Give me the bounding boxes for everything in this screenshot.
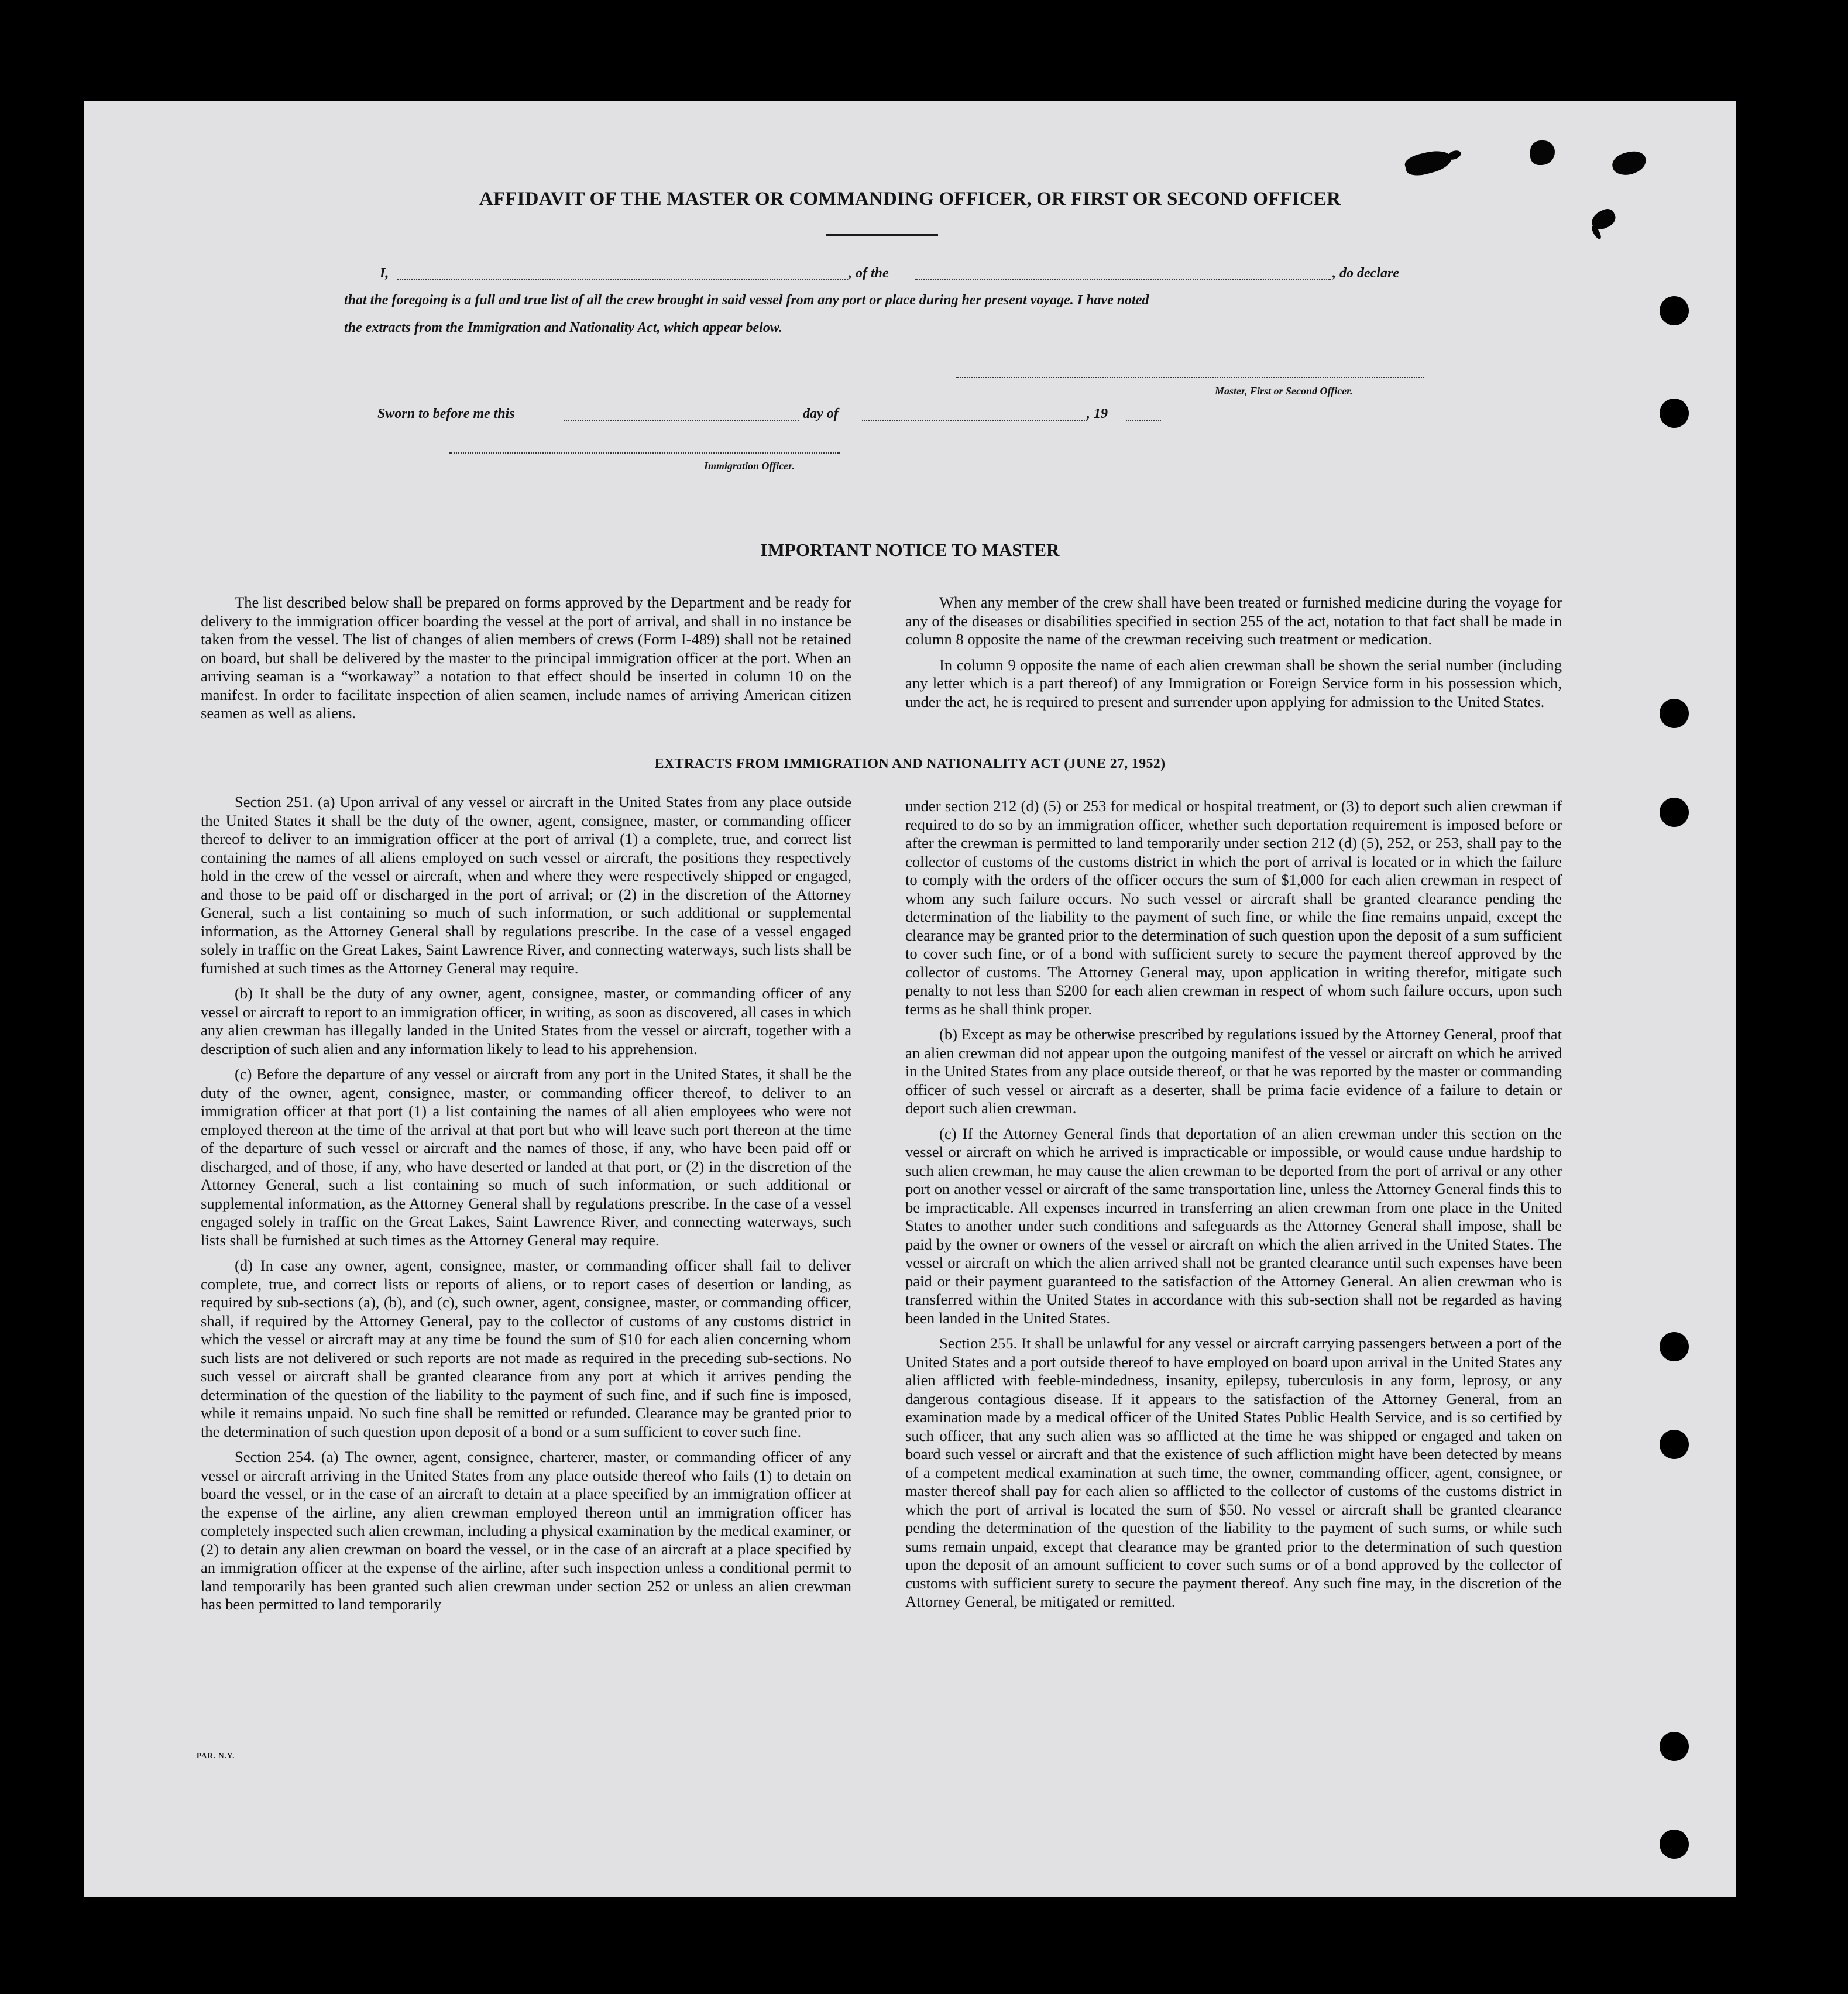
- ink-blot: [1610, 149, 1648, 177]
- notice-paragraph: When any member of the crew shall have been treated or furnished medicine during the voyage for any of the diseases or disabilities specified in section 255 of the act, notation to that fact shall be made in column 8 opposite the name of the crewman receiving such treatment or medication.: [905, 593, 1562, 648]
- extract-paragraph: (b) Except as may be otherwise prescribed by regulations issued by the Attorney General, proof that an alien crewman did not appear upon the outgoing manifest of the vessel or aircraft on which he arrived in the United States from any place outside thereof, or that he was reported by the master or commanding officer of such vessel or aircraft as a deserter, shall be prima facie evidence of a failure to detain or deport such alien crewman.: [905, 1025, 1562, 1117]
- declaration-line: that the foregoing is a full and true list of all the crew brought in said vessel from any port or place during her present voyage. I have noted: [344, 293, 1149, 308]
- binder-hole: [1660, 399, 1689, 428]
- affidavit-title: AFFIDAVIT OF THE MASTER OR COMMANDING OFFICER, OR FIRST OR SECOND OFFICER: [479, 188, 1341, 210]
- binder-hole: [1660, 1332, 1689, 1361]
- extract-paragraph: Section 255. It shall be unlawful for any vessel or aircraft carrying passengers between a port of the United States and a port outside thereof to have employed on board upon arrival in the United States any alien afflicted with feeble-mindedness, insanity, epilepsy, tuberculosis in any form, leprosy, or any dangerous contagious disease. If it appears to the satisfaction of the Attorney General, from an examination made by a medical officer of the United States Public Health Service, and is so certified by such officer, that any such alien was so afflicted at the time he was shipped or engaged and taken on board such vessel or aircraft and that the existence of such affliction might have been detected by means of a competent medical examination at such time, the owner, commanding officer, agent, consignee, or master thereof shall pay for each alien so afflicted to the collector of customs of the customs district in which the port of arrival is located the sum of $50. No vessel or aircraft shall be granted clearance pending the determination of the question of the liability to the payment of such sums, or while such sums remain unpaid, except that clearance may be granted prior to the determination of such question upon the deposit of an amount sufficient to cover such sums or of a bond approved by the collector of customs with sufficient surety to secure the payment thereof. Any such fine may, in the discretion of the Attorney General, be mitigated or remitted.: [905, 1334, 1562, 1610]
- title-rule: [826, 234, 938, 236]
- sworn-day-field[interactable]: [564, 420, 799, 421]
- affidavit-page: [84, 101, 1736, 1897]
- binder-hole: [1660, 798, 1689, 827]
- binder-hole: [1660, 1430, 1689, 1459]
- extract-paragraph: Section 251. (a) Upon arrival of any vessel or aircraft in the United States from any place outside the United States it shall be the duty of the owner, agent, consignee, master, or commanding officer thereof to deliver to an immigration officer at the port of arrival (1) a complete, true, and correct list containing the names of all aliens employed on such vessel or aircraft, the positions they respectively hold in the crew of the vessel or aircraft, when and where they were respectively shipped or engaged, and those to be paid off or discharged in the port of arrival; or (2) in the discretion of the Attorney General, such a list containing so much of such information, or such additional or supplemental information, as the Attorney General shall by regulations prescribe. In the case of a vessel engaged solely in traffic on the Great Lakes, Saint Lawrence River, and connecting waterways, such lists shall be furnished at such times as the Attorney General may require.: [201, 793, 851, 977]
- ink-blot: [1403, 147, 1454, 179]
- extract-paragraph: (c) Before the departure of any vessel or aircraft from any port in the United States, it shall be the duty of the owner, agent, consignee, master, or commanding officer thereof, to deliver to an immigration officer at that port (1) a list containing the names of all alien employees who were not employed thereon at the time of the arrival at that port but who will leave such port thereon at the time of the departure of such vessel or aircraft and the names of those, if any, who have been paid off or discharged, and of those, if any, who have deserted or landed at that port, or (2) in the discretion of the Attorney General, such a list containing so much of such information, or such additional or supplemental information, as the Attorney General shall by regulations prescribe. In the case of a vessel engaged solely in traffic on the Great Lakes, Saint Lawrence River, and connecting waterways, such lists shall be furnished at such times as the Attorney General may require.: [201, 1065, 851, 1249]
- binder-hole: [1660, 296, 1689, 325]
- extract-paragraph: under section 212 (d) (5) or 253 for medical or hospital treatment, or (3) to deport such alien crewman if required to do so by an immigration officer, whether such deportation requirement is imposed before or after the crewman is permitted to land temporarily under section 212 (d) (5), 252, or 253, shall pay to the collector of customs of the customs district in which the port of arrival is located or in which the failure to comply with the orders of the officer occurs the sum of $1,000 for each alien crewman in respect of whom any such failure occurs. No such vessel or aircraft shall be granted clearance pending the determination of the liability to the payment of such fine, or while the fine remains unpaid, except the clearance may be granted prior to the determination of such question upon the deposit of a sum sufficient to cover such fine, or of a bond with sufficient surety to secure the payment thereof approved by the collector of customs. The Attorney General may, upon application in writing therefor, mitigate such penalty to not less than $200 for each alien crewman in respect of whom such failure occurs, upon such terms as he shall think proper.: [905, 797, 1562, 1018]
- binder-hole: [1660, 1830, 1689, 1859]
- notice-left-column: [201, 593, 851, 723]
- vessel-name-field[interactable]: [915, 279, 1331, 280]
- declarant-name-field[interactable]: [397, 279, 848, 280]
- printer-mark: PAR. N.Y.: [197, 1751, 235, 1760]
- extracts-left-column: [201, 793, 851, 1614]
- officer-signature-line[interactable]: [449, 452, 840, 454]
- sworn-month-field[interactable]: [862, 420, 1087, 421]
- extracts-right-column: [905, 797, 1562, 1611]
- notice-right-column: [905, 593, 1562, 711]
- sworn-label: Sworn to before me this: [377, 406, 515, 421]
- binder-hole: [1660, 1732, 1689, 1761]
- declaration-line: the extracts from the Immigration and Nationality Act, which appear below.: [344, 320, 782, 335]
- ink-blot: [1530, 140, 1555, 165]
- do-declare-label: , do declare: [1332, 266, 1399, 281]
- extract-paragraph: (b) It shall be the duty of any owner, agent, consignee, master, or commanding officer of any vessel or aircraft to report to an immigration officer, in writing, as soon as discovered, all cases in which any alien crewman has illegally landed in the United States from the vessel or aircraft, together with a description of such alien and any information likely to lead to his apprehension.: [201, 984, 851, 1058]
- notice-paragraph: In column 9 opposite the name of each alien crewman shall be shown the serial number (including any letter which is a part thereof) of any Immigration or Foreign Service form in his possession which, under the act, he is required to present and surrender upon applying for admission to the United States.: [905, 655, 1562, 711]
- extract-paragraph: Section 254. (a) The owner, agent, consignee, charterer, master, or commanding officer of any vessel or aircraft arriving in the United States from any place outside thereof who fails (1) to detain on board the vessel, or in the case of an aircraft to detain at a place specified by an immigration officer at the expense of the airline, any alien crewman employed thereon until an immigration officer has completely inspected such alien crewman, including a physical examination by the medical examiner, or (2) to detain any alien crewman on board the vessel, or in the case of an aircraft at a place specified by an immigration officer at the expense of the airline, after such inspection unless a conditional permit to land temporarily has been granted such alien crewman under section 252 or unless an alien crewman has been permitted to land temporarily: [201, 1448, 851, 1613]
- officer-signature-caption: Immigration Officer.: [704, 460, 795, 472]
- extract-paragraph: (d) In case any owner, agent, consignee, master, or commanding officer shall fail to deliver complete, true, and correct lists or reports of aliens, or to report cases of desertion or landing, as required by sub-sections (a), (b), and (c), such owner, agent, consignee, master, or commanding officer, shall, if required by the Attorney General, pay to the collector of customs of any customs district in which the vessel or aircraft may at any time be found the sum of $10 for each alien concerning whom such lists are not delivered or such reports are not made as required in the preceding sub-sections. No such vessel or aircraft shall be granted clearance from any port at which it arrives pending the determination of the question of the liability to the payment of such fine, and if such fine is imposed, while it remains unpaid. No such fine shall be remitted or refunded. Clearance may be granted prior to the determination of such question upon deposit of a bond or a sum sufficient to cover such fine.: [201, 1257, 851, 1440]
- sworn-year-field[interactable]: [1126, 420, 1161, 421]
- extract-paragraph: (c) If the Attorney General finds that deportation of an alien crewman under this section on the vessel or aircraft on which he arrived is impracticable or impossible, or would cause undue hardship to such alien crewman, he may cause the alien crewman to be deported from the port of arrival or any other port on another vessel or aircraft of the same transportation line, unless the Attorney General finds this to be impracticable. All expenses incurred in transferring an alien crewman from one place in the United States to another under such conditions and safeguards as the Attorney General shall impose, shall be paid by the owner or owners of the vessel or aircraft on which the alien arrived in the United States. The vessel or aircraft on which the alien arrived shall not be granted clearance until such expenses have been paid or their payment guaranteed to the satisfaction of the Attorney General. An alien crewman who is transferred within the United States in accordance with this sub-section shall not be regarded as having been landed in the United States.: [905, 1124, 1562, 1327]
- notice-title: IMPORTANT NOTICE TO MASTER: [760, 540, 1060, 560]
- notice-paragraph: The list described below shall be prepared on forms approved by the Department and be ready for delivery to the immigration officer boarding the vessel at the port of arrival, and shall in no instance be taken from the vessel. The list of changes of alien members of crews (Form I-489) shall not be retained on board, but shall be delivered by the master to the principal immigration officer at the port. When an arriving seaman is a “workaway” a notation to that effect should be inserted in column 10 on the manifest. In order to facilitate inspection of alien seamen, include names of arriving American citizen seamen as well as aliens.: [201, 593, 851, 722]
- master-signature-caption: Master, First or Second Officer.: [1215, 385, 1353, 397]
- binder-hole: [1660, 699, 1689, 728]
- of-the-label: , of the: [849, 266, 889, 281]
- extracts-title: EXTRACTS FROM IMMIGRATION AND NATIONALITY ACT (JUNE 27, 1952): [654, 756, 1166, 771]
- declarant-prefix: I,: [380, 266, 389, 281]
- year-prefix-label: , 19: [1087, 406, 1108, 421]
- day-of-label: day of: [803, 406, 839, 421]
- master-signature-line[interactable]: [956, 377, 1424, 378]
